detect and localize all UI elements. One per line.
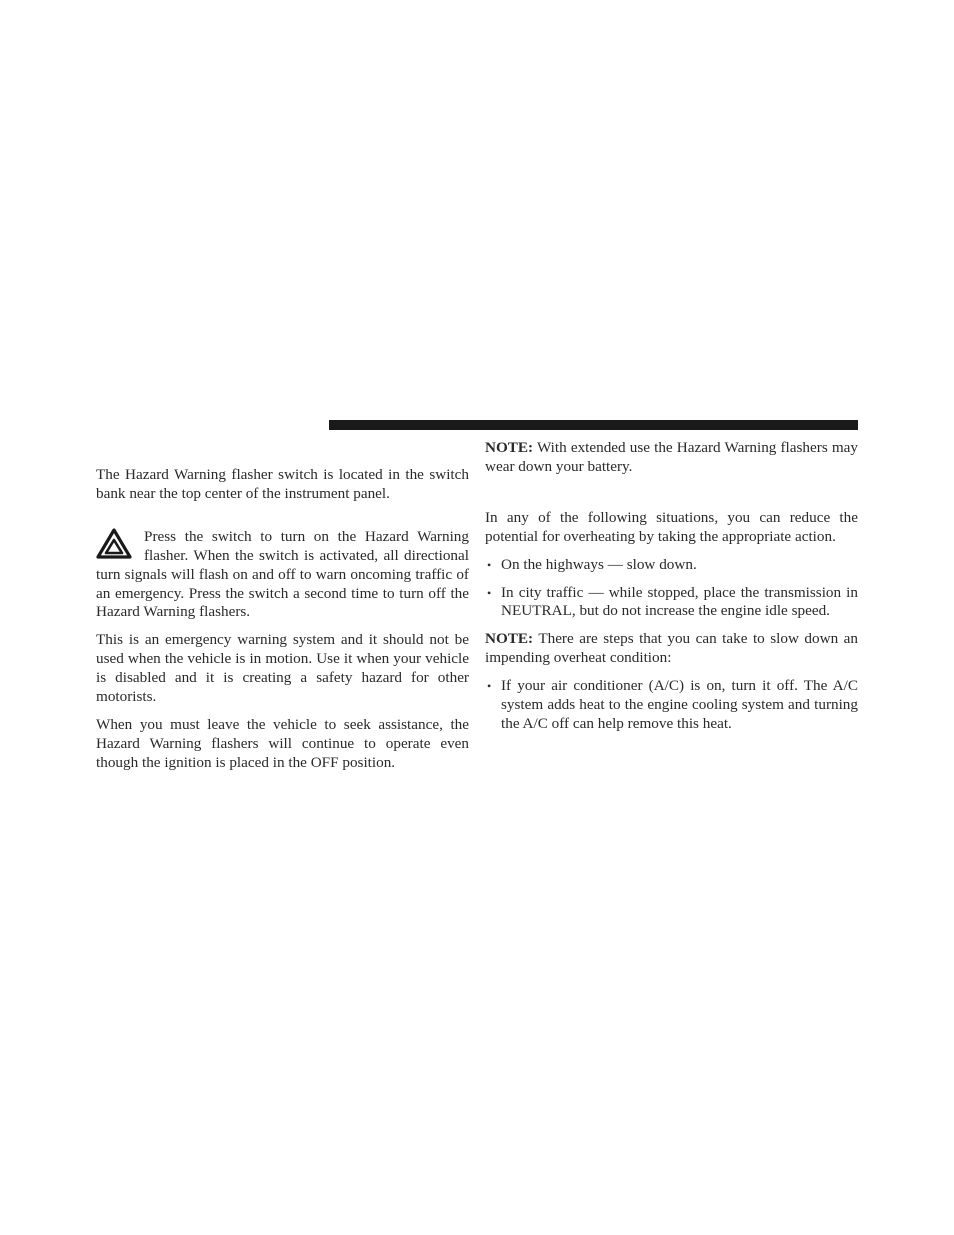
hazard-warning-triangle-icon — [96, 528, 134, 560]
note-text: There are steps that you can take to slow down an impending overheat condition: — [485, 630, 858, 667]
overheating-intro-paragraph: In any of the following situations, you can reduce the potential for overheating by taking the appropriate action. — [485, 508, 858, 545]
hazard-switch-operation-paragraph: Press the switch to turn on the Hazard Warning flasher. When the switch is activated, all directional turn signals will flash on and off to warn oncoming traffic of an emergency. Press the switch a second time to turn off the Hazard Warning flashers. — [96, 527, 469, 621]
emergency-system-paragraph: This is an emergency warning system and it should not be used when the vehicle is in motion. Use it when your vehicle is disabled and it is creating a safety hazard for other motorists. — [96, 631, 469, 706]
left-column — [96, 466, 469, 782]
leave-vehicle-paragraph: When you must leave the vehicle to seek assistance, the Hazard Warning flashers will continue to operate even though the ignition is placed in the OFF position. — [96, 715, 469, 771]
note-label: NOTE: — [485, 630, 534, 648]
list-item: • If your air conditioner (A/C) is on, turn it off. The A/C system adds heat to the engine cooling system and turning the A/C off can help remove this heat. — [485, 677, 858, 734]
note-text: With extended use the Hazard Warning flashers may wear down your battery. — [485, 439, 858, 475]
overheat-steps-note — [485, 630, 858, 668]
hazard-warning-instruction — [96, 528, 469, 623]
right-column — [485, 439, 858, 743]
note-label: NOTE: — [485, 439, 534, 456]
section-header-bar — [329, 420, 858, 430]
overheat-steps-list — [485, 677, 858, 734]
hazard-switch-location-paragraph: The Hazard Warning flasher switch is located in the switch bank near the top center of the instrument panel. — [96, 466, 469, 502]
list-item: • In city traffic — while stopped, place the transmission in NEUTRAL, but do not increase the engine idle speed. — [485, 584, 858, 622]
battery-note — [485, 439, 858, 477]
list-item: • On the highways — slow down. — [485, 556, 858, 575]
overheating-situations-list — [485, 556, 858, 622]
